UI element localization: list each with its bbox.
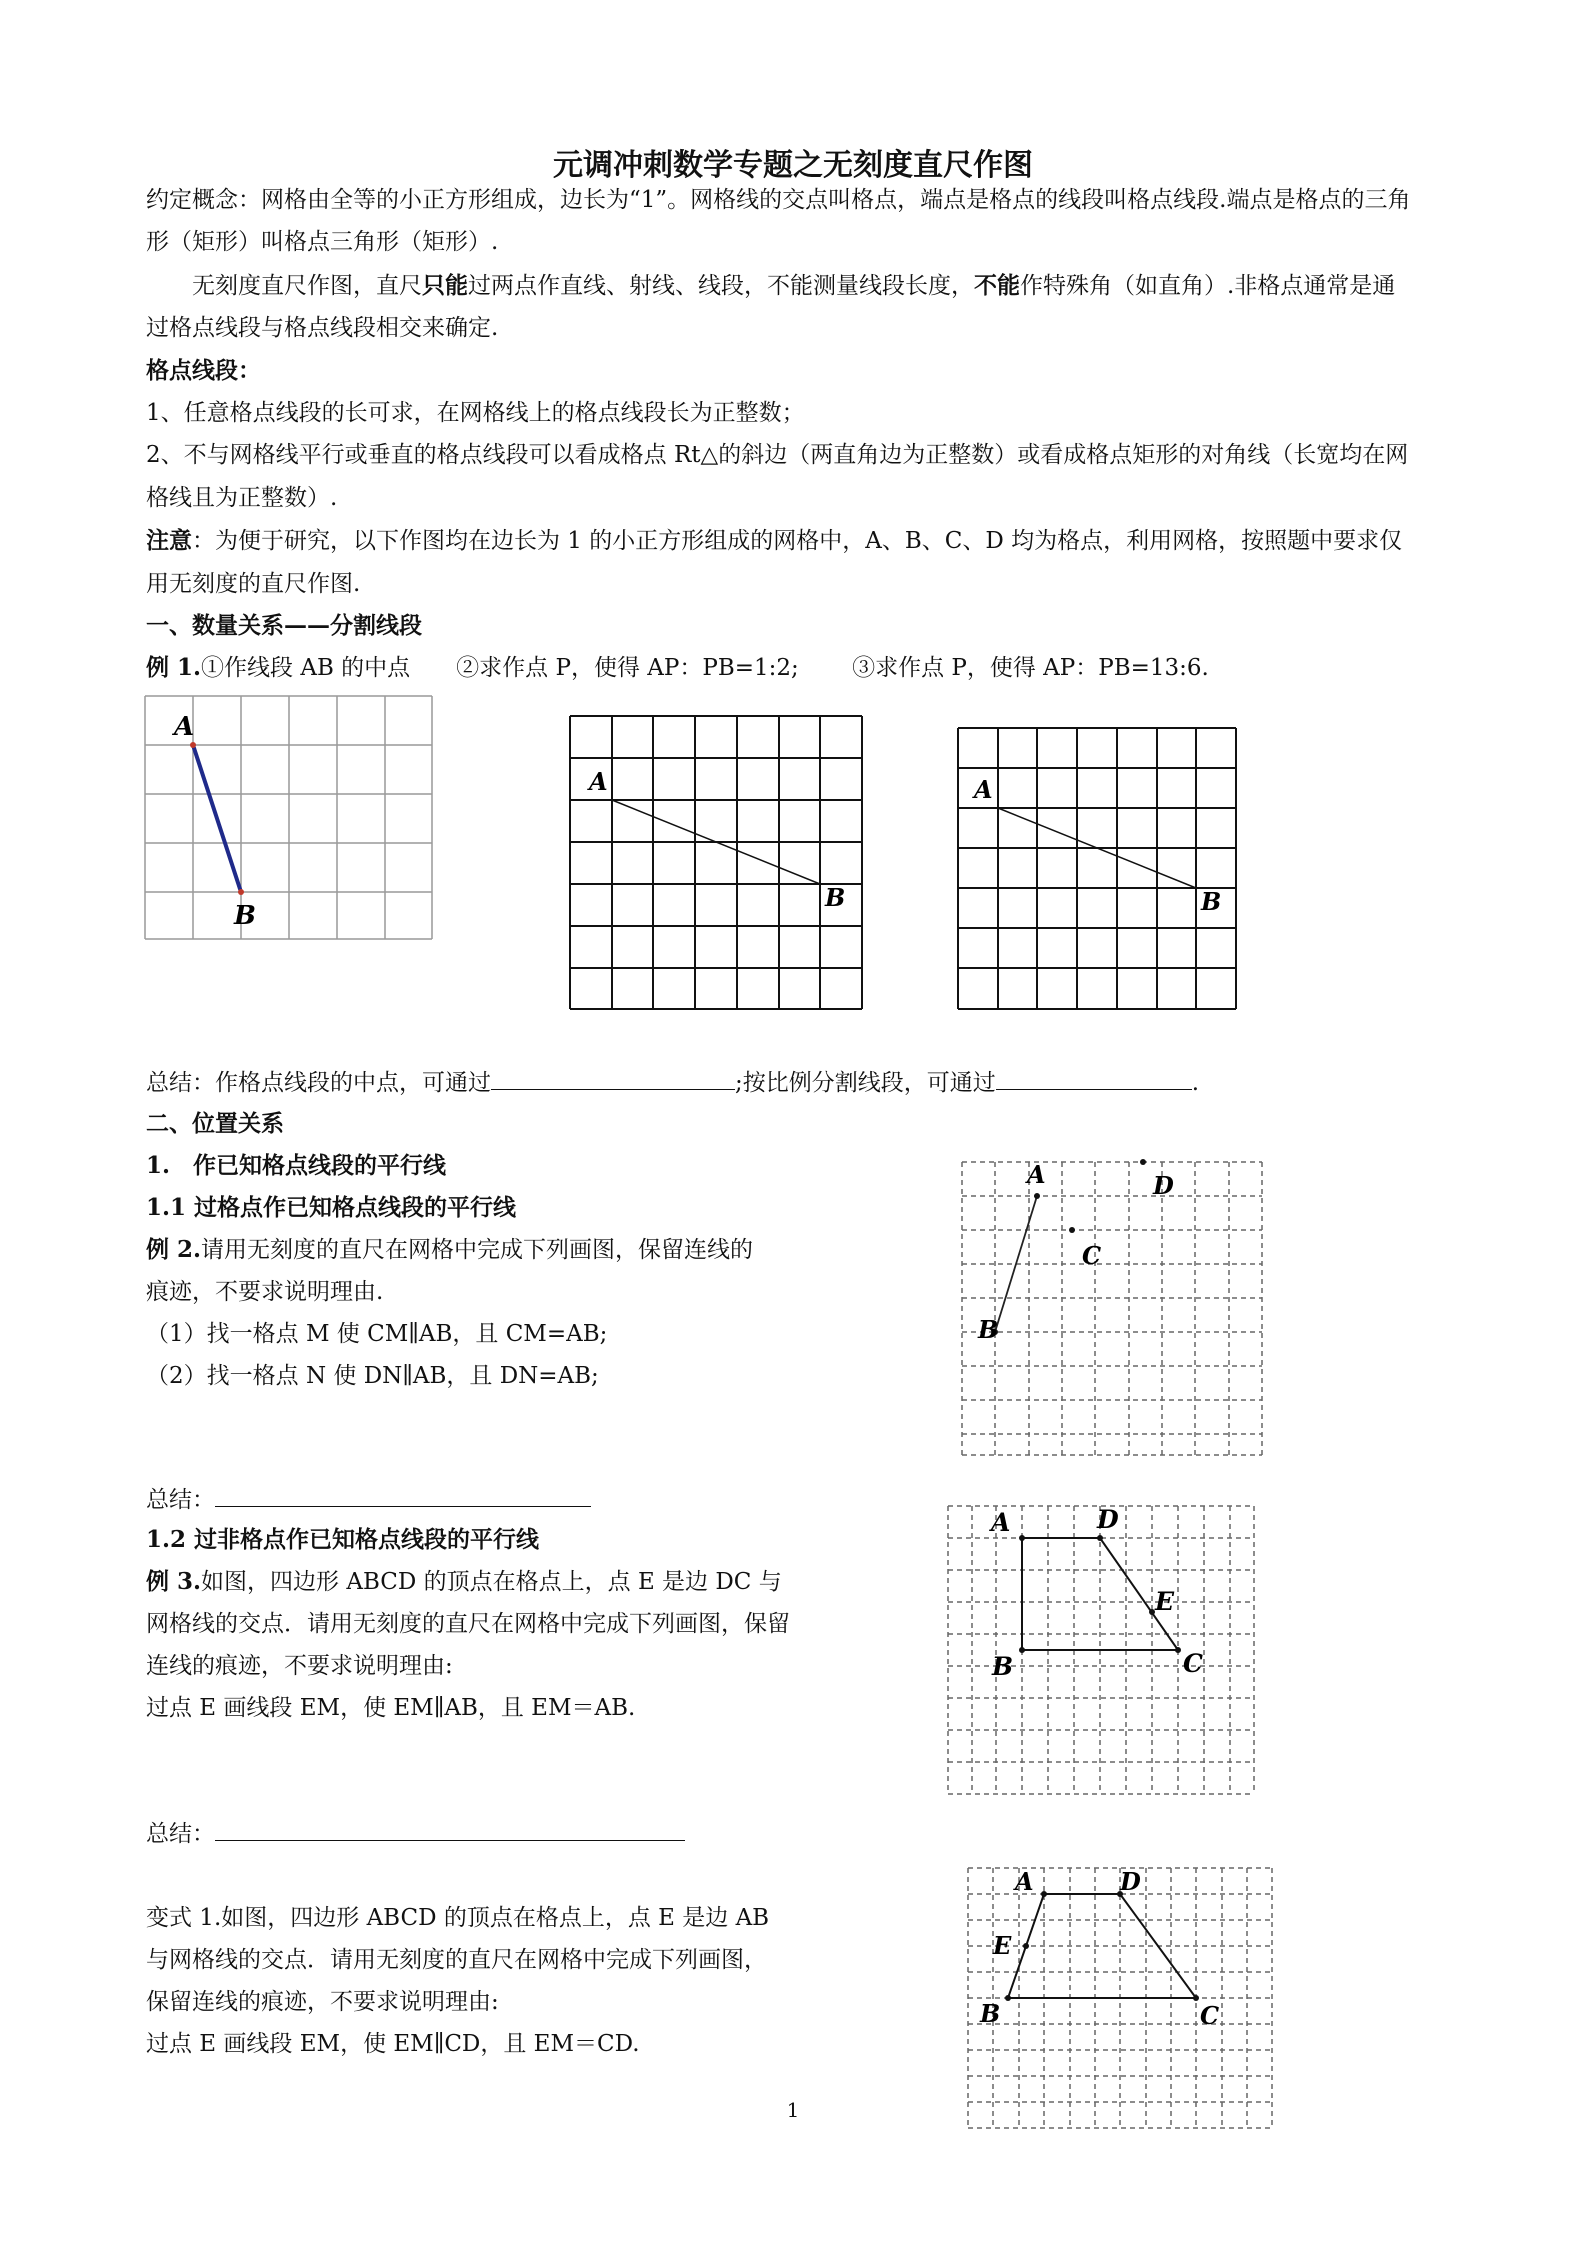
summary-1-blank-1[interactable] xyxy=(491,1067,735,1090)
figure-5-label-d: D xyxy=(1097,1505,1119,1534)
figure-6-label-b: B xyxy=(980,1999,1001,2028)
subsection-1-2-heading: 1.2 过非格点作已知格点线段的平行线 xyxy=(146,1526,540,1553)
note-line-1: 注意：为便于研究，以下作图均在边长为 1 的小正方形组成的网格中，A、B、C、D 均为格点，利用网格，按照题中要求仅 xyxy=(146,527,1403,554)
page-number: 1 xyxy=(786,2098,800,2122)
figure-5-label-b: B xyxy=(992,1652,1014,1681)
intro-line-2: 形（矩形）叫格点三角形（矩形）. xyxy=(146,229,499,255)
figure-5-label-e: E xyxy=(1155,1587,1175,1616)
intro-line-1: 约定概念：网格由全等的小正方形组成，边长为“1”。网格线的交点叫格点，端点是格点的线段叫格点线段.端点是格点的三角 xyxy=(146,187,1411,213)
summary-2-blank[interactable] xyxy=(215,1484,591,1507)
figure-4-label-a: A xyxy=(1027,1160,1046,1189)
figure-1-label-a: A xyxy=(174,712,195,742)
example-1: 例 1.①作线段 AB 的中点 ②求作点 P，使得 AP：PB=1:2; ③求作点 P，使得 AP：PB=13:6. xyxy=(146,654,1209,681)
example-3-line-2: 网格线的交点．请用无刻度的直尺在网格中完成下列画图，保留 xyxy=(146,1611,790,1637)
figure-5-grid xyxy=(940,1495,1260,1805)
intro-paragraph-2-line-2: 过格点线段与格点线段相交来确定. xyxy=(146,315,499,341)
figure-3-label-a: A xyxy=(974,775,993,804)
figure-3-grid xyxy=(950,720,1240,1012)
figure-4-label-c: C xyxy=(1082,1241,1102,1270)
figure-4-grid xyxy=(950,1150,1270,1460)
grid-segment-item-1: 1、任意格点线段的长可求，在网格线上的格点线段长为正整数； xyxy=(146,400,805,426)
summary-1: 总结：作格点线段的中点，可通过 ;按比例分割线段，可通过 . xyxy=(146,1067,1199,1097)
page-title: 元调冲刺数学专题之无刻度直尺作图 xyxy=(553,148,1033,183)
example-3-line-4: 过点 E 画线段 EM，使 EM∥AB，且 EM＝AB. xyxy=(146,1695,636,1721)
example-2-line-2: 痕迹，不要求说明理由. xyxy=(146,1279,384,1305)
grid-segment-item-2: 2、不与网格线平行或垂直的格点线段可以看成格点 Rt△的斜边（两直角边为正整数）或看成格点矩形的对角线（长宽均在网 xyxy=(146,442,1409,468)
figure-6-label-e: E xyxy=(993,1931,1012,1960)
variant-1-line-3: 保留连线的痕迹，不要求说明理由: xyxy=(146,1989,499,2015)
example-2-line-1: 例 2.请用无刻度的直尺在网格中完成下列画图，保留连线的 xyxy=(146,1236,754,1263)
intro-paragraph-2: 无刻度直尺作图，直尺只能过两点作直线、射线、线段，不能测量线段长度，不能作特殊角（如直角）.非格点通常是通 xyxy=(192,272,1396,299)
figure-1-grid xyxy=(140,690,440,940)
subsection-1-heading: 1. 作已知格点线段的平行线 xyxy=(146,1152,447,1179)
example-3-line-1: 例 3.如图，四边形 ABCD 的顶点在格点上，点 E 是边 DC 与 xyxy=(146,1568,782,1595)
figure-4-label-d: D xyxy=(1153,1171,1174,1200)
figure-3-label-b: B xyxy=(1201,887,1222,916)
variant-1-line-4: 过点 E 画线段 EM，使 EM∥CD，且 EM＝CD. xyxy=(146,2031,640,2057)
figure-2-label-b: B xyxy=(825,883,846,912)
figure-1-label-b: B xyxy=(234,901,256,931)
figure-6-label-c: C xyxy=(1200,2001,1220,2030)
note-line-2: 用无刻度的直尺作图. xyxy=(146,571,361,597)
variant-1-line-2: 与网格线的交点．请用无刻度的直尺在网格中完成下列画图， xyxy=(146,1947,767,1973)
figure-2-label-a: A xyxy=(589,767,608,796)
summary-3-blank[interactable] xyxy=(215,1818,685,1841)
summary-2: 总结： xyxy=(146,1484,591,1514)
figure-5-label-c: C xyxy=(1183,1649,1203,1678)
figure-2-grid xyxy=(560,710,870,1012)
summary-1-blank-2[interactable] xyxy=(996,1067,1192,1090)
subsection-1-1-heading: 1.1 过格点作已知格点线段的平行线 xyxy=(146,1194,517,1221)
figure-5-label-a: A xyxy=(991,1508,1011,1537)
example-3-line-3: 连线的痕迹，不要求说明理由: xyxy=(146,1653,453,1679)
section-2-heading: 二、位置关系 xyxy=(146,1110,284,1137)
figure-6-label-d: D xyxy=(1120,1867,1141,1896)
grid-segment-heading: 格点线段： xyxy=(146,357,261,384)
variant-1-line-1: 变式 1.如图，四边形 ABCD 的顶点在格点上，点 E 是边 AB xyxy=(146,1905,770,1931)
figure-6-label-a: A xyxy=(1015,1867,1034,1896)
summary-3: 总结： xyxy=(146,1818,685,1848)
section-1-heading: 一、数量关系——分割线段 xyxy=(146,612,422,639)
example-2-question-2: （2）找一格点 N 使 DN∥AB，且 DN=AB; xyxy=(146,1363,599,1389)
figure-4-label-b: B xyxy=(978,1315,999,1344)
example-2-question-1: （1）找一格点 M 使 CM∥AB，且 CM=AB; xyxy=(146,1321,608,1347)
grid-segment-item-2-line-2: 格线且为正整数）. xyxy=(146,485,338,511)
